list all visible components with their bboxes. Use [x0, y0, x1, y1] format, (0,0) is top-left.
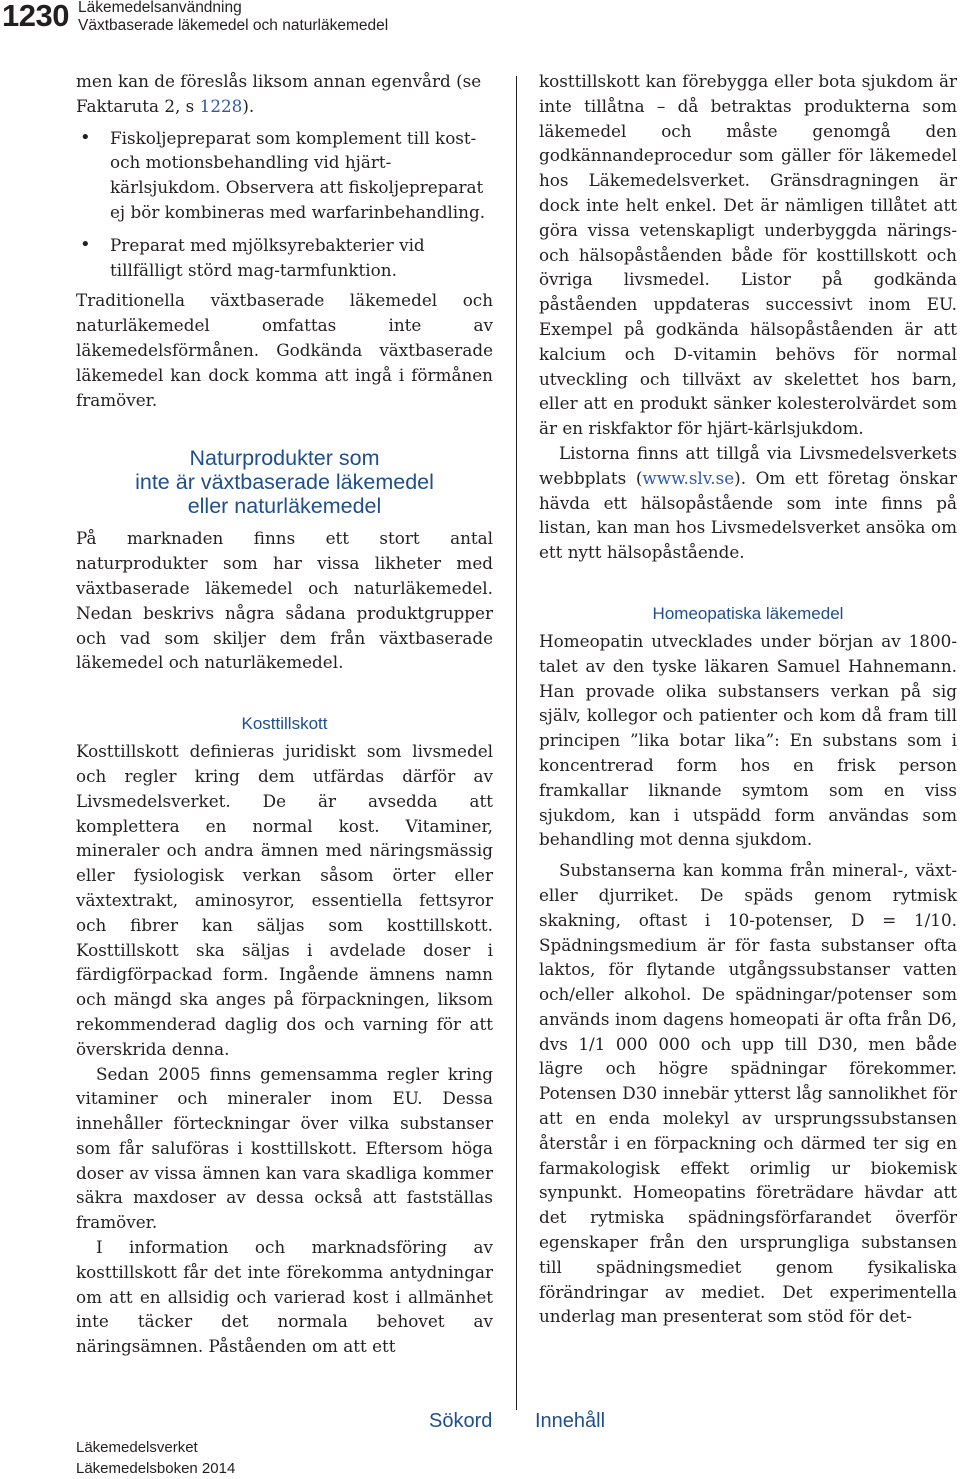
paragraph-continued: kosttillskott kan förebygga eller bota sjukdom är inte tillåtna – då betraktas produkterna som läkemedel och måste genomgå den godkännandeprocedur som gäller för läkemedel hos Läkemedelsverket. Gränsdragningen är dock inte helt enkel. Det är nämligen tillåtet att göra vissa vetenskapligt underbyggda närings- och hälsopåståenden både för kosttillskott och övriga livsmedel. Listor på godkända påståenden uppdateras successivt inom EU. Exempel på godkända hälsopåståenden är att kalcium och D-vitamin behövs för normal utveckling och tillväxt av skelettet hos barn, eller att en produkt sänker kolesterolvärdet som är en riskfaktor för hjärt-kärlsjukdom. — [539, 71, 957, 439]
bullet-item: • Preparat med mjölksyrebakterier vid tillfälligt störd mag-tarmfunktion. — [76, 233, 493, 283]
bullet-list — [76, 126, 493, 283]
intro-paragraph: men kan de föreslås liksom annan egenvård (se Faktaruta 2, s 1228). — [76, 71, 482, 116]
paragraph-traditional: Traditionella växtbaserade läkemedel och naturläkemedel omfattas inte av läkemedelsförmånen. Godkända växtbaserade läkemedel kan dock komma att ingå i förmånen framöver. — [76, 290, 493, 410]
page-reference-link[interactable]: 1228 — [199, 95, 243, 116]
book-title: Läkemedelsboken 2014 — [76, 1460, 236, 1477]
section-title: Växtbaserade läkemedel och naturläkemedel — [78, 17, 389, 34]
slv-website-link[interactable]: www.slv.se — [642, 467, 735, 488]
section-heading: Naturprodukter som inte är växtbaserade läkemedel eller naturläkemedel — [135, 446, 434, 519]
bullet-item: • Fiskoljepreparat som komplement till kost- och motionsbehandling vid hjärt-kärlsjukdom. Observera att fiskoljepreparat ej bör kombineras med warfarinbehandling. — [76, 126, 493, 225]
paragraph-kosttillskott-2: Sedan 2005 finns gemensamma regler kring vitaminer och mineraler inom EU. Dessa innehåller förteckningar över vilka substanser som får saluföras i kosttillskott. Eftersom höga doser av vissa ämnen kan vara skadliga kommer säkra maxdoser av dessa också att fastställas framöver. — [76, 1063, 493, 1233]
paragraph-homeopati-1: Homeopatin utvecklades under början av 1800-talet av den tyske läkaren Samuel Hahnemann. Han provade olika substansers verkan på sig själv, kollegor och patienter och kom då fram till principen ”lika botar lika”: En substans som i koncentrerad form hos en frisk person framkallar liknande symtom som en viss sjukdom, kan i utspädd form användas som behandling mot denna sjukdom. — [539, 630, 957, 850]
page-footer — [76, 1437, 235, 1479]
sokord-link[interactable]: Sökord — [429, 1410, 493, 1432]
left-column — [76, 69, 493, 1359]
paragraph-lists: Listorna finns att tillgå via Livsmedelsverkets webbplats (www.slv.se). Om ett företag önskar hävda ett hälsopåstående som inte finns på listan, kan man hos Livsmedelsverket ansöka om ett nytt hälsopåstående. — [539, 442, 957, 563]
publisher-name: Läkemedelsverket — [76, 1439, 198, 1456]
column-divider — [516, 76, 517, 1410]
paragraph-homeopati-2: Substanserna kan komma från mineral-, växt- eller djurriket. De späds genom rytmisk skakning, oftast i 10-potenser, D = 1/10. Spädningsmedium är för fasta substanser ofta laktos, för flytande utgångssubstanser vatten och/eller alkohol. De spädningar/potenser som används inom dagens homeopati är ofta från D6, dvs 1/1 000 000 och upp till D30, men både lägre och högre spädningar förekommer. Potensen D30 innebär ytterst låg sannolikhet för att en enda molekyl av ursprungssubstansen återstår i en förpackning och därmed ter sig en farmakologisk effekt orimlig ur biokemisk synpunkt. Homeopatins företrädare hävdar att det rytmiska spädningsförfarandet överför egenskaper från den ursprungliga substansen till spädningsmediet genom fysikaliska förändringar av mediet. Det experimentella underlag man presenterat som stöd för det- — [539, 860, 957, 1327]
page-header — [0, 0, 600, 40]
paragraph-market: På marknaden finns ett stort antal naturprodukter som har vissa likheter med växtbaserade läkemedel och naturläkemedel. Nedan beskrivs några sådana produktgrupper och vad som skiljer dem från växtbaserade läkemedel och naturläkemedel. — [76, 528, 493, 673]
subheading-kosttillskott: Kosttillskott — [241, 714, 328, 734]
subheading-homeopatiska: Homeopatiska läkemedel — [652, 603, 844, 623]
paragraph-kosttillskott-1: Kosttillskott definieras juridiskt som livsmedel och regler kring dem utfärdas därför av Livsmedelsverket. De är avsedda att komplettera en normal kost. Vitaminer, mineraler och andra ämnen med näringsmässig eller fysiologisk verkan såsom örter eller växtextrakt, aminosyror, essentiella fettsyror och fibrer kan säljas som kosttillskott. Kosttillskott ska säljas i avdelade doser i färdigförpackad form. Ingående ämnens namn och mängd ska anges på förpackningen, liksom rekommenderad daglig dos och varning för att överskrida denna. — [76, 741, 493, 1059]
chapter-title: Läkemedelsanvändning — [78, 0, 242, 16]
page-number: 1230 — [2, 0, 69, 33]
innehall-link[interactable]: Innehåll — [535, 1410, 606, 1432]
paragraph-kosttillskott-3: I information och marknadsföring av kosttillskott får det inte förekomma antydningar om att en allsidig och varierad kost i allmänhet inte täcker det normala behovet av näringsämnen. Påståenden om att ett — [76, 1237, 493, 1357]
right-column — [539, 69, 957, 1329]
